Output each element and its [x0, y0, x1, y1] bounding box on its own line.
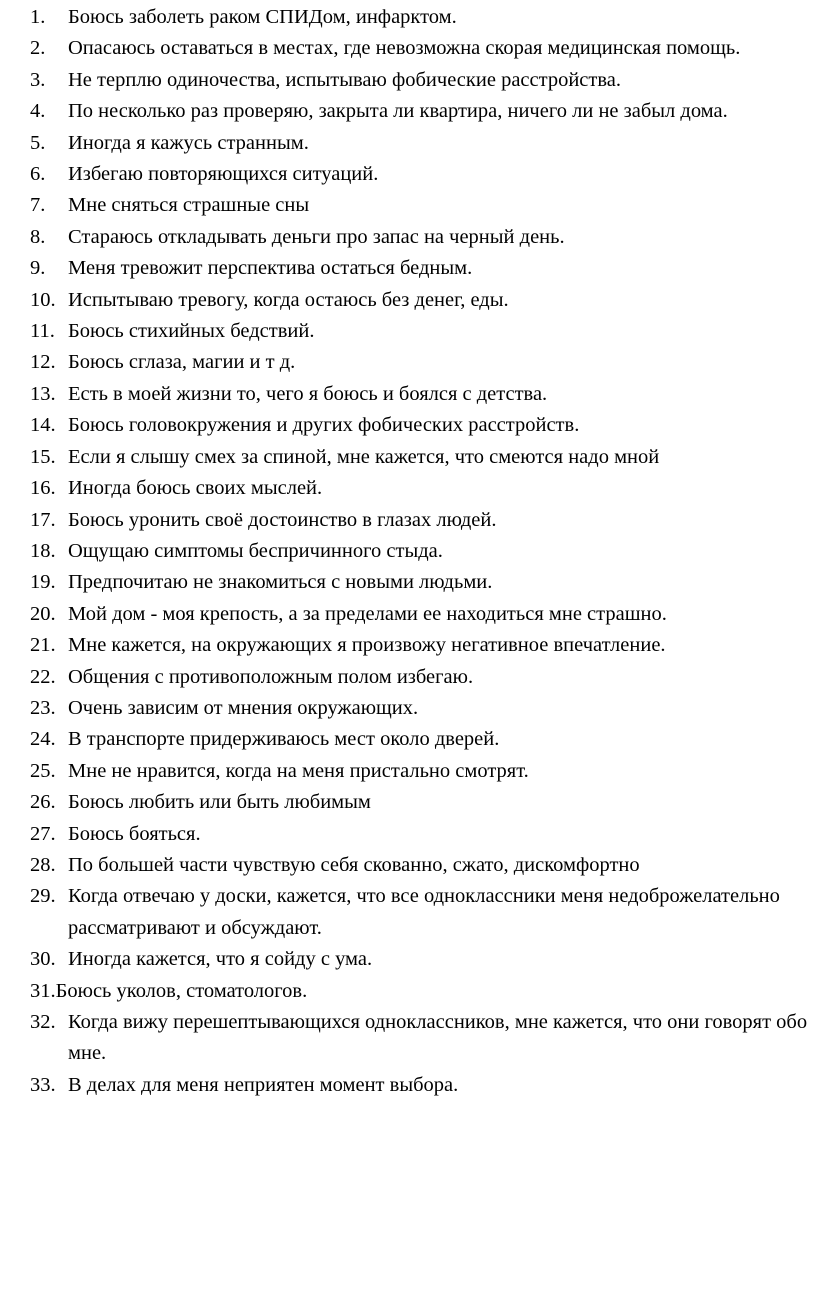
list-item — [30, 316, 810, 347]
item-text: Когда вижу перешептывающихся одноклассников, мне кажется, что они говорят обо мне. — [68, 1011, 808, 1065]
list-item — [30, 2, 810, 33]
item-text: Меня тревожит перспектива остаться бедным. — [68, 257, 473, 280]
item-number: 14. — [30, 414, 56, 437]
list-item — [30, 724, 810, 755]
list-item — [30, 662, 810, 693]
list-item — [30, 285, 810, 316]
item-text: Избегаю повторяющихся ситуаций. — [68, 163, 379, 186]
list-item — [30, 976, 810, 1007]
item-number: 15. — [30, 445, 56, 468]
item-text: Иногда боюсь своих мыслей. — [68, 477, 323, 500]
item-number: 16. — [30, 477, 56, 500]
item-number: 4. — [30, 100, 46, 123]
item-text: Есть в моей жизни то, чего я боюсь и боялся с детства. — [68, 382, 548, 405]
list-item — [30, 850, 810, 881]
list-item — [30, 756, 810, 787]
item-text: Боюсь стихийных бедствий. — [68, 320, 315, 343]
item-text: Боюсь бояться. — [68, 822, 201, 845]
item-text: Иногда я кажусь странным. — [68, 131, 309, 154]
list-item — [30, 442, 810, 473]
item-number: 18. — [30, 539, 56, 562]
list-item — [30, 96, 810, 127]
list-item — [30, 881, 810, 944]
item-text: Боюсь головокружения и других фобических расстройств. — [68, 414, 580, 437]
item-number: 22. — [30, 665, 56, 688]
item-number: 11. — [30, 320, 55, 343]
list-item — [30, 253, 810, 284]
item-number: 24. — [30, 728, 56, 751]
item-text: Мой дом - моя крепость, а за пределами ее находиться мне страшно. — [68, 602, 667, 625]
list-item — [30, 128, 810, 159]
item-text: Предпочитаю не знакомиться с новыми людьми. — [68, 571, 493, 594]
list-item — [30, 567, 810, 598]
list-item — [30, 1070, 810, 1101]
list-item — [30, 410, 810, 441]
item-text: Боюсь сглаза, магии и т д. — [68, 351, 296, 374]
item-text: Мне сняться страшные сны — [68, 194, 310, 217]
list-item — [30, 159, 810, 190]
item-text: В транспорте придерживаюсь мест около дверей. — [68, 728, 500, 751]
list-item — [30, 693, 810, 724]
item-number: 6. — [30, 163, 46, 186]
list-item — [30, 630, 810, 661]
item-number: 25. — [30, 759, 56, 782]
item-text: Боюсь заболеть раком СПИДом, инфарктом. — [68, 6, 457, 28]
item-number: 29. — [30, 885, 56, 908]
list-item — [30, 347, 810, 378]
item-number: 12. — [30, 351, 56, 374]
questionnaire-list — [30, 2, 810, 1101]
list-item — [30, 536, 810, 567]
item-number: 32. — [30, 1011, 56, 1033]
item-number: 7. — [30, 194, 46, 217]
item-text: Боюсь любить или быть любимым — [68, 791, 371, 814]
item-text: По большей части чувствую себя скованно, сжато, дискомфортно — [68, 853, 640, 876]
item-number: 20. — [30, 602, 56, 625]
item-number: 13. — [30, 382, 56, 405]
item-number: 31. — [30, 979, 56, 1002]
list-item — [30, 505, 810, 536]
list-item — [30, 787, 810, 818]
item-number: 5. — [30, 131, 46, 154]
item-number: 19. — [30, 571, 56, 594]
list-item — [30, 1007, 810, 1070]
item-text: Иногда кажется, что я сойду с ума. — [68, 948, 373, 971]
list-item — [30, 473, 810, 504]
item-number: 8. — [30, 225, 46, 248]
item-number: 9. — [30, 257, 46, 280]
item-number: 10. — [30, 288, 56, 311]
item-number: 17. — [30, 508, 56, 531]
item-number: 1. — [30, 6, 46, 28]
item-number: 3. — [30, 68, 46, 91]
list-item — [30, 222, 810, 253]
list-item — [30, 599, 810, 630]
list-item — [30, 33, 810, 64]
item-number: 2. — [30, 37, 46, 60]
list-item — [30, 65, 810, 96]
list-item — [30, 819, 810, 850]
item-text: Мне не нравится, когда на меня пристально смотрят. — [68, 759, 529, 782]
item-text: Не терплю одиночества, испытываю фобические расстройства. — [68, 68, 621, 91]
item-number: 23. — [30, 696, 56, 719]
item-number: 26. — [30, 791, 56, 814]
item-text: Ощущаю симптомы беспричинного стыда. — [68, 539, 443, 562]
item-text: Мне кажется, на окружающих я произвожу негативное впечатление. — [68, 634, 666, 657]
item-text: Опасаюсь оставаться в местах, где невозможна скорая медицинская помощь. — [68, 37, 741, 60]
item-text: Стараюсь откладывать деньги про запас на черный день. — [68, 225, 565, 248]
list-item — [30, 944, 810, 975]
item-text: Когда отвечаю у доски, кажется, что все одноклассники меня недоброжелательно рассматривают и обсуждают. — [68, 885, 780, 939]
item-text: Общения с противоположным полом избегаю. — [68, 665, 474, 688]
item-number: 30. — [30, 948, 56, 971]
item-text: По несколько раз проверяю, закрыта ли квартира, ничего ли не забыл дома. — [68, 100, 728, 123]
item-text: Если я слышу смех за спиной, мне кажется, что смеются надо мной — [68, 445, 660, 468]
item-text: Боюсь уколов, стоматологов. — [55, 979, 308, 1002]
item-text: Испытываю тревогу, когда остаюсь без денег, еды. — [68, 288, 509, 311]
list-item — [30, 190, 810, 221]
item-text: Боюсь уронить своё достоинство в глазах людей. — [68, 508, 497, 531]
item-text: Очень зависим от мнения окружающих. — [68, 696, 419, 719]
item-number: 28. — [30, 853, 56, 876]
item-number: 33. — [30, 1073, 56, 1096]
list-item — [30, 379, 810, 410]
item-number: 27. — [30, 822, 56, 845]
item-text: В делах для меня неприятен момент выбора. — [68, 1073, 459, 1096]
item-number: 21. — [30, 634, 56, 657]
